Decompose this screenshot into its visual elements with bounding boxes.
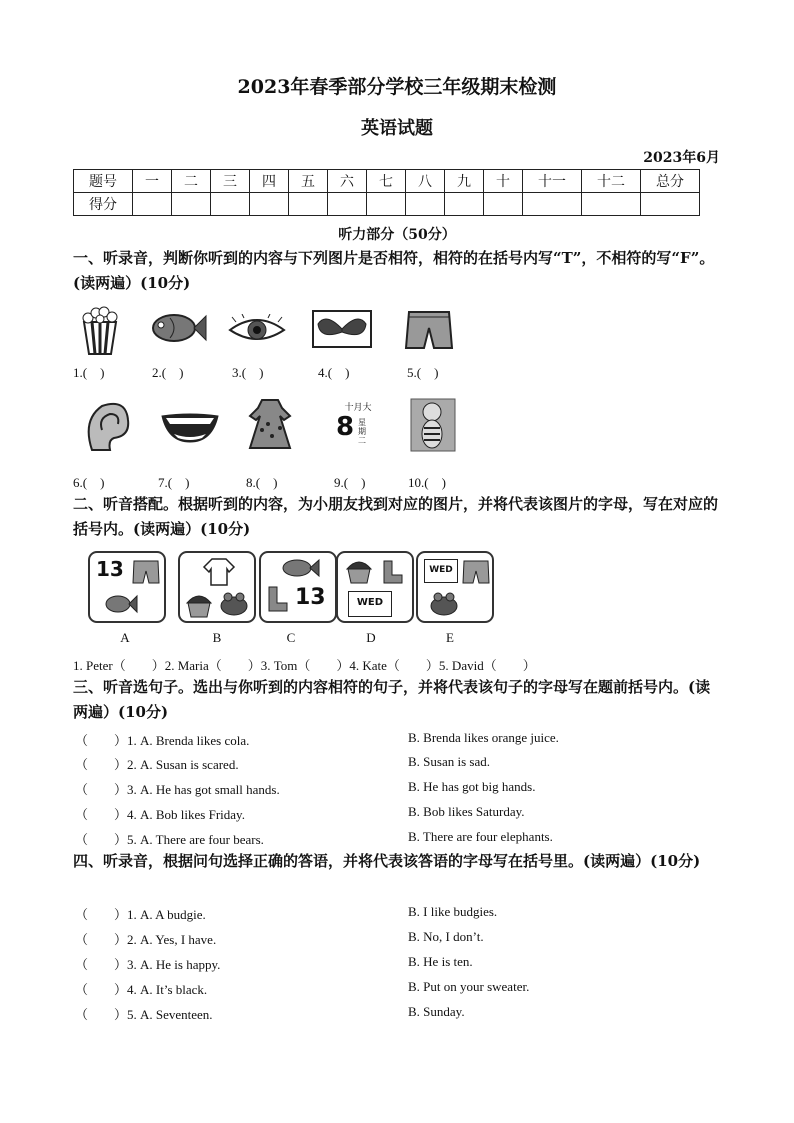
score-table-row-score: [74, 193, 700, 216]
score-header-cell: 一: [133, 170, 172, 193]
score-cell[interactable]: [211, 193, 250, 216]
score-cell[interactable]: [445, 193, 484, 216]
calendar-weekday: 星期二: [358, 418, 366, 445]
exam-date: 2023年6月: [643, 150, 720, 166]
card-letter: C: [286, 630, 296, 645]
score-cell[interactable]: [367, 193, 406, 216]
shorts-icon: [404, 308, 454, 352]
section4-option-b: B. Put on your sweater.: [408, 979, 530, 994]
score-cell[interactable]: [582, 193, 641, 216]
score-cell[interactable]: [172, 193, 211, 216]
section2-instruction: 二、听音搭配。根据听到的内容，为小朋友找到对应的图片，并将代表该图片的字母，写在对应的括号内。(读两遍）(10分): [73, 495, 719, 538]
section3-option-b: B. There are four elephants.: [408, 829, 553, 844]
picture-card-e: [416, 551, 494, 623]
frog-icon: [218, 591, 250, 617]
score-header-cell: 九: [445, 170, 484, 193]
section3-option-a[interactable]: （ ）5. A. There are four bears.: [75, 832, 264, 847]
score-cell[interactable]: [641, 193, 700, 216]
exam-subtitle: 英语试题: [361, 118, 433, 139]
section1-instruction: 一、听录音，判断你听到的内容与下列图片是否相符，相符的在括号内写“T”，不相符的写“F”。(读两遍）(10分): [73, 249, 715, 292]
section3-option-b: B. Susan is sad.: [408, 754, 490, 769]
section1-label[interactable]: 6.( ): [73, 475, 105, 490]
tiger-icon: [410, 398, 456, 452]
score-header-cell: 五: [289, 170, 328, 193]
butterfly-icon: [312, 310, 372, 348]
muffin-icon: [344, 557, 374, 585]
section4-option-b: B. No, I don’t.: [408, 929, 484, 944]
number-13-icon: 13: [96, 557, 124, 581]
card-letter: D: [366, 630, 376, 645]
picture-card-d: [336, 551, 414, 623]
section1-label[interactable]: 10.( ): [408, 475, 446, 490]
picture-card-c: [259, 551, 337, 623]
score-header-cell: 十一: [523, 170, 582, 193]
score-cell[interactable]: [133, 193, 172, 216]
section1-label[interactable]: 2.( ): [152, 365, 184, 380]
score-header-cell: 二: [172, 170, 211, 193]
score-cell[interactable]: [484, 193, 523, 216]
score-header-cell: 六: [328, 170, 367, 193]
section4-option-a[interactable]: （ ）4. A. It’s black.: [75, 982, 208, 997]
number-13-icon: 13: [295, 585, 326, 610]
section3-option-a[interactable]: （ ）3. A. He has got small hands.: [75, 782, 280, 797]
score-header-cell: 总分: [641, 170, 700, 193]
score-header-cell: 四: [250, 170, 289, 193]
calendar-month: 十月大: [344, 403, 372, 413]
section1-label[interactable]: 4.( ): [318, 365, 350, 380]
calendar-number: 8: [336, 412, 355, 442]
score-table-row-header: [74, 170, 700, 193]
section4-option-a[interactable]: （ ）5. A. Seventeen.: [75, 1007, 213, 1022]
score-header-cell: 七: [367, 170, 406, 193]
section4-option-b: B. Sunday.: [408, 1004, 465, 1019]
ear-icon: [80, 400, 132, 454]
score-cell[interactable]: [406, 193, 445, 216]
fish-icon: [281, 557, 321, 579]
frog-icon: [428, 591, 460, 617]
shirt-icon: [202, 557, 236, 587]
picture-card-a: [88, 551, 166, 623]
listening-section-header: 听力部分（50分）: [338, 227, 456, 243]
section3-option-b: B. He has got big hands.: [408, 779, 536, 794]
score-cell[interactable]: [250, 193, 289, 216]
shorts-icon: [462, 559, 490, 585]
mouth-icon: [160, 408, 220, 444]
card-letter: A: [120, 630, 130, 645]
score-header-cell: 十: [484, 170, 523, 193]
section4-option-b: B. I like budgies.: [408, 904, 498, 919]
score-header-cell: 八: [406, 170, 445, 193]
score-table: [73, 169, 700, 216]
fish-icon: [104, 593, 138, 615]
section4-option-a[interactable]: （ ）3. A. He is happy.: [75, 957, 221, 972]
score-header-cell: 十二: [582, 170, 641, 193]
score-header-cell: 题号: [74, 170, 133, 193]
section4-instruction: 四、听录音，根据问句选择正确的答语，并将代表该答语的字母写在括号里。(读两遍）(10分): [73, 852, 701, 870]
section3-option-a[interactable]: （ ）1. A. Brenda likes cola.: [75, 733, 250, 748]
muffin-icon: [184, 591, 214, 619]
shorts-icon: [132, 559, 160, 585]
section2-answers[interactable]: 1. Peter（ ）2. Maria（ ）3. Tom（ ）4. Kate（ ）5. David（ ）: [73, 658, 536, 673]
calendar-wed-icon: WED: [348, 591, 392, 617]
dress-icon: [246, 398, 294, 452]
popcorn-icon: [78, 304, 122, 356]
section3-option-a[interactable]: （ ）2. A. Susan is scared.: [75, 757, 239, 772]
card-letter: B: [212, 630, 222, 645]
section4-option-a[interactable]: （ ）1. A. A budgie.: [75, 907, 206, 922]
score-label-cell: 得分: [74, 193, 133, 216]
section3-option-b: B. Brenda likes orange juice.: [408, 730, 559, 745]
section4-option-a[interactable]: （ ）2. A. Yes, I have.: [75, 932, 217, 947]
eye-icon: [228, 314, 286, 344]
calendar-wed-icon: WED: [424, 559, 458, 583]
card-letter: E: [446, 630, 454, 645]
socks-icon: [265, 585, 293, 615]
section1-label[interactable]: 9.( ): [334, 475, 366, 490]
score-cell[interactable]: [328, 193, 367, 216]
section1-label[interactable]: 8.( ): [246, 475, 278, 490]
section1-label[interactable]: 1.( ): [73, 365, 105, 380]
section3-option-b: B. Bob likes Saturday.: [408, 804, 525, 819]
section1-label[interactable]: 5.( ): [407, 365, 439, 380]
score-cell[interactable]: [523, 193, 582, 216]
exam-title: 2023年春季部分学校三年级期末检测: [237, 76, 557, 98]
section1-label[interactable]: 7.( ): [158, 475, 190, 490]
socks-icon: [380, 559, 408, 585]
section1-label[interactable]: 3.( ): [232, 365, 264, 380]
section4-option-b: B. He is ten.: [408, 954, 473, 969]
calendar-icon: [336, 400, 380, 450]
fish-icon: [150, 310, 208, 346]
score-header-cell: 三: [211, 170, 250, 193]
score-cell[interactable]: [289, 193, 328, 216]
picture-card-b: [178, 551, 256, 623]
section3-instruction: 三、听音选句子。选出与你听到的内容相符的句子，并将代表该句子的字母写在题前括号内。(读两遍）(10分): [73, 678, 711, 721]
section3-option-a[interactable]: （ ）4. A. Bob likes Friday.: [75, 807, 245, 822]
